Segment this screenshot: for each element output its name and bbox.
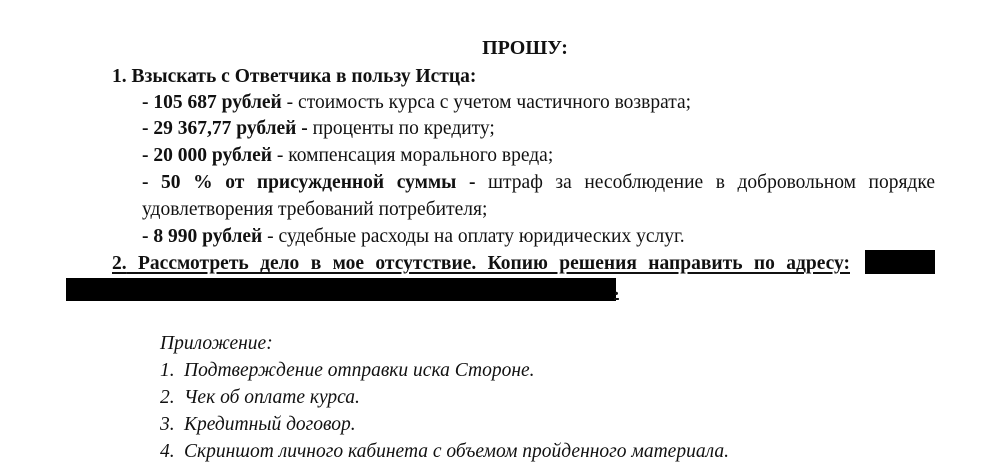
address-end-period: . bbox=[614, 279, 619, 300]
sub-item-penalty bbox=[142, 169, 935, 196]
redaction-block bbox=[865, 250, 935, 274]
item-2-text: Рассмотреть дело в мое отсутствие. Копию решения направить по адресу: bbox=[138, 253, 850, 274]
request-item-1: 1. Взыскать с Ответчика в пользу Истца: bbox=[112, 66, 477, 87]
sub-item-course-cost bbox=[142, 89, 691, 116]
attachment-number: 2. bbox=[160, 387, 175, 408]
sub-item-penalty-continuation: удовлетворения требований потребителя; bbox=[142, 199, 488, 220]
sub-item-amount: - 50 % от присужденной суммы - bbox=[142, 172, 476, 193]
attachment-item bbox=[160, 357, 535, 384]
sub-item-amount: - 8 990 рублей bbox=[142, 226, 263, 247]
attachment-number: 3. bbox=[160, 414, 175, 435]
request-item-2 bbox=[112, 250, 850, 277]
sub-item-loan-interest bbox=[142, 115, 495, 142]
sub-item-amount: - 105 687 рублей bbox=[142, 92, 287, 113]
page-title: ПРОШУ: bbox=[482, 37, 568, 59]
attachment-text: Кредитный договор. bbox=[184, 414, 356, 435]
attachment-number: 4. bbox=[160, 441, 175, 462]
attachment-text: Скриншот личного кабинета с объемом пройденного материала. bbox=[184, 441, 729, 462]
sub-item-amount: - 29 367,77 рублей - bbox=[142, 118, 308, 139]
attachment-item bbox=[160, 438, 729, 465]
attachments-title: Приложение: bbox=[160, 333, 273, 354]
sub-item-description: проценты по кредиту; bbox=[307, 118, 495, 139]
sub-item-amount: - 20 000 рублей bbox=[142, 145, 273, 166]
attachment-item bbox=[160, 384, 360, 411]
sub-item-description: - судебные расходы на оплату юридических услуг. bbox=[262, 226, 685, 247]
sub-item-moral-damage bbox=[142, 142, 553, 169]
sub-item-description: штраф за несоблюдение в добровольном порядке bbox=[475, 172, 935, 193]
sub-item-description: - стоимость курса с учетом частичного возврата; bbox=[286, 92, 692, 113]
sub-item-description: - компенсация морального вреда; bbox=[272, 145, 554, 166]
item-number: 2. bbox=[112, 253, 127, 274]
redaction-block bbox=[66, 278, 616, 301]
attachment-number: 1. bbox=[160, 360, 175, 381]
attachment-item bbox=[160, 411, 356, 438]
attachment-text: Подтверждение отправки иска Стороне. bbox=[184, 360, 535, 381]
sub-item-legal-costs bbox=[142, 223, 685, 250]
attachment-text: Чек об оплате курса. bbox=[184, 387, 360, 408]
